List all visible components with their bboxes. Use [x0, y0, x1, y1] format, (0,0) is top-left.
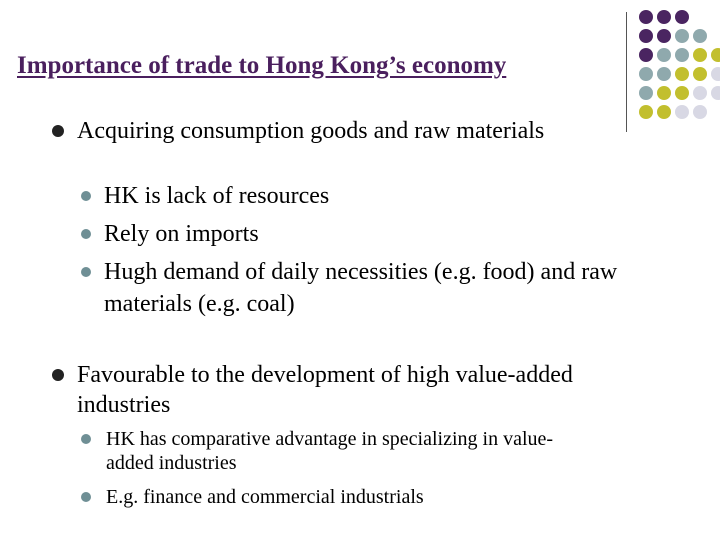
sub-bullet-text: Hugh demand of daily necessities (e.g. food) and raw materials (e.g. coal) — [104, 259, 618, 317]
dot — [711, 67, 720, 81]
dot — [675, 86, 689, 100]
dot — [639, 48, 653, 62]
dot — [639, 10, 653, 24]
slide-title: Importance of trade to Hong Kong’s economy — [17, 52, 507, 79]
dot — [693, 67, 707, 81]
dot — [639, 105, 653, 119]
dot — [711, 48, 720, 62]
dot — [657, 86, 671, 100]
dot — [693, 105, 707, 119]
dot — [657, 67, 671, 81]
dot — [693, 48, 707, 62]
dot — [693, 86, 707, 100]
sub-bullet-marker — [81, 229, 91, 239]
decorative-divider — [626, 12, 627, 132]
dot — [639, 86, 653, 100]
dot — [657, 10, 671, 24]
sub-bullet-text: E.g. finance and commercial industrials — [106, 486, 424, 508]
sub-bullet-text: HK is lack of resources — [104, 183, 330, 209]
dot — [711, 86, 720, 100]
bullet-marker — [52, 125, 64, 137]
decorative-dot-grid — [630, 8, 720, 123]
dot — [675, 10, 689, 24]
dot — [657, 29, 671, 43]
dot — [657, 105, 671, 119]
sub-bullet-marker — [81, 267, 91, 277]
dot — [657, 48, 671, 62]
sub-bullet-text: Rely on imports — [104, 221, 259, 247]
sub-bullet-marker — [81, 191, 91, 201]
bullet-marker — [52, 369, 64, 381]
dot — [693, 29, 707, 43]
dot — [675, 67, 689, 81]
sub-bullet-marker — [81, 492, 91, 502]
dot — [675, 105, 689, 119]
bullet-text: Favourable to the development of high value-added industries — [77, 362, 573, 418]
bullet-text: Acquiring consumption goods and raw materials — [77, 118, 545, 144]
dot — [675, 29, 689, 43]
dot — [675, 48, 689, 62]
dot — [639, 67, 653, 81]
dot — [639, 29, 653, 43]
sub-bullet-text: HK has comparative advantage in specializing in value-added industries — [106, 428, 554, 474]
sub-bullet-marker — [81, 434, 91, 444]
